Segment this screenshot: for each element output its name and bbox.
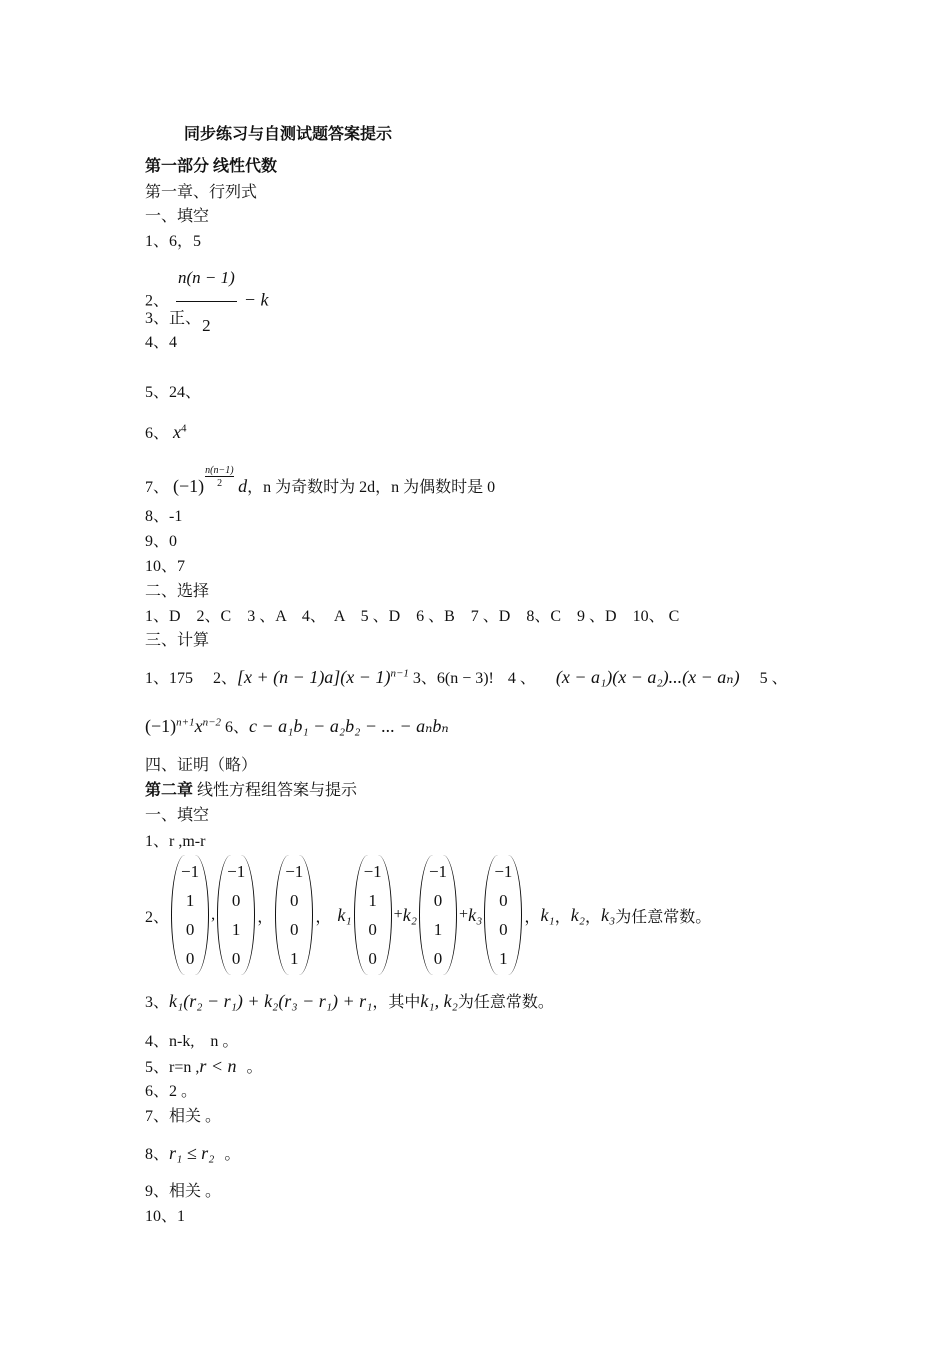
part-heading: 第一部分 线性代数 (145, 158, 278, 175)
calc-5-x: x (194, 716, 203, 736)
ch2-answer-2-tail: 为任意常数。 (615, 908, 712, 926)
vector-entry: 0 (231, 891, 241, 910)
ch2-answer-3-vars: k₁, k₂ (420, 991, 458, 1011)
fraction (176, 256, 237, 348)
ch2-answer-7: 7、相关 。 (145, 1108, 222, 1125)
chapter1-heading: 第一章、行列式 (145, 184, 258, 201)
answer-7-variable: d (238, 476, 248, 496)
vector-entry: 0 (185, 949, 195, 968)
vector-entry: 1 (231, 920, 241, 939)
ch2-answer-2: 2、 −1 1 0 0 , −1 0 1 0 ， −1 0 0 1 ， k₁ −1 1 0 0 + k₂ −1 0 1 0 + k₃ −1 0 0 1 ， k₁ ， k₂ ， k₃ 为任意常数。 (145, 858, 711, 972)
section-proof: 四、证明（略） (145, 757, 258, 774)
vector-entry: 0 (368, 949, 377, 968)
ch2-answer-2-prefix: 2、 (145, 908, 170, 926)
calc-2-expression: [x + (n − 1)a](x − 1) (237, 667, 391, 687)
calc-2-prefix: 2、 (213, 670, 238, 687)
answer-6-prefix: 6、 (145, 425, 170, 442)
ch2-answer-6: 6、2 。 (145, 1083, 198, 1100)
vector-3 (275, 855, 313, 975)
vector-entry: 0 (433, 891, 443, 910)
ch2-answer-5-tail: 。 (246, 1059, 263, 1076)
ch2-answer-5-expression: r < n (199, 1056, 237, 1076)
section-fill-heading: 一、填空 (145, 208, 210, 225)
vector-2 (217, 855, 255, 975)
const-k3: k₃ (600, 904, 616, 925)
vector-entry: −1 (285, 862, 304, 881)
vector-entry: −1 (227, 862, 246, 881)
exponent-denominator: 2 (217, 478, 223, 489)
calc-4-prefix: 4 、 (507, 670, 536, 687)
calc-6-prefix: 6、 (225, 719, 250, 736)
vector-entry: 1 (185, 891, 195, 910)
ch2-answer-5 (145, 1056, 263, 1078)
answer-7-base: (−1) (173, 476, 205, 496)
coef-k3: k₃ (468, 904, 483, 925)
ch2-answer-3-tail: 为任意常数。 (457, 994, 554, 1011)
ch2-answer-9: 9、相关 。 (145, 1183, 222, 1200)
fraction-numerator: n(n − 1) (176, 256, 237, 302)
const-k1: k₁ (540, 904, 555, 925)
ch2-answer-8-prefix: 8、 (145, 1146, 170, 1163)
vector-entry: 0 (231, 949, 241, 968)
chapter2-label: 第二章 (145, 782, 194, 799)
fraction-denominator: 2 (202, 316, 211, 335)
ch2-answer-3-prefix: 3、 (145, 994, 170, 1011)
vector-3-combo (484, 855, 522, 975)
vector-entry: 1 (499, 949, 508, 968)
chapter2-title: 线性方程组答案与提示 (197, 782, 358, 799)
answer-6 (145, 422, 187, 444)
coef-k2: k₂ (402, 904, 417, 925)
vector-1 (171, 855, 209, 975)
ch2-answer-8-expression: r₁ ≤ r₂ (169, 1143, 215, 1163)
ch2-answer-8-tail: 。 (224, 1146, 241, 1163)
vector-1-combo (354, 855, 392, 975)
calc-5-exponent-2: n−2 (202, 716, 222, 729)
section-choice-heading: 二、选择 (145, 583, 210, 600)
vector-entry: 0 (499, 920, 508, 939)
calc-5-base: (−1) (145, 716, 177, 736)
answer-1: 1、6，5 (145, 233, 202, 250)
ch2-answer-3-mid: ，其中 (372, 994, 421, 1011)
calc-4-expression: (x − a₁)(x − a₂)...(x − aₙ) (555, 667, 740, 687)
answer-7-tail: ，n 为奇数时为 2d，n 为偶数时是 0 (247, 479, 496, 496)
chapter2-heading (145, 781, 357, 801)
answer-5: 5、24、 (145, 384, 202, 401)
vector-entry: −1 (181, 862, 200, 881)
coef-k1: k₁ (337, 904, 352, 925)
section-fill-heading-2: 一、填空 (145, 807, 210, 824)
ch2-answer-10: 10、1 (145, 1208, 186, 1225)
vector-entry: 1 (290, 949, 299, 968)
document-title: 同步练习与自测试题答案提示 (184, 126, 393, 143)
answer-3: 3、正、 (145, 310, 202, 327)
ch2-answer-1: 1、r ,m-r (145, 833, 206, 850)
vector-entry: 1 (368, 891, 377, 910)
answer-7-exponent (204, 465, 238, 492)
answer-9: 9、0 (145, 533, 178, 550)
ch2-answer-5-prefix: 5、r=n , (145, 1059, 200, 1076)
ch2-answer-4: 4、n-k, n 。 (145, 1033, 239, 1050)
answer-8: 8、-1 (145, 508, 183, 525)
calc-5-exponent-1: n+1 (176, 716, 195, 729)
answer-6-exponent: 4 (181, 422, 187, 435)
answer-7-prefix: 7、 (145, 479, 170, 496)
answer-10: 10、7 (145, 558, 186, 575)
vector-entry: 0 (290, 920, 299, 939)
section-calc-heading: 三、计算 (145, 632, 210, 649)
ch2-answer-8 (145, 1143, 240, 1165)
vector-entry: −1 (494, 862, 513, 881)
vector-entry: 0 (368, 920, 377, 939)
const-k2: k₂ (570, 904, 585, 925)
answer-2-tail: − k (243, 289, 269, 310)
choice-answers: 1、D 2、C 3 、A 4、 A 5 、D 6 、B 7 、D 8、C 9 、D 10、 C (145, 608, 680, 625)
vector-2-combo (419, 855, 457, 975)
vector-entry: 1 (433, 920, 443, 939)
calc-6-expression: c − a₁b₁ − a₂b₂ − ... − aₙbₙ (249, 716, 449, 736)
ch2-answer-3 (145, 991, 554, 1013)
calc-5-prefix: 5 、 (759, 670, 788, 687)
calc-line-1 (145, 667, 788, 689)
vector-entry: −1 (428, 862, 448, 881)
calc-2-exponent: n−1 (390, 667, 409, 680)
answer-7 (145, 465, 496, 498)
calc-1: 1、175 (145, 670, 194, 687)
vector-entry: −1 (363, 862, 382, 881)
exponent-numerator: n(n−1) (205, 465, 234, 476)
answer-6-base: x (173, 422, 182, 442)
vector-entry: 0 (433, 949, 443, 968)
vector-entry: 0 (185, 920, 195, 939)
answer-2-prefix: 2、 (145, 292, 170, 310)
calc-line-2 (145, 716, 449, 738)
ch2-answer-3-expression: k₁(r₂ − r₁) + k₂(r₃ − r₁) + r₁ (169, 991, 373, 1011)
vector-entry: 0 (290, 891, 299, 910)
vector-entry: 0 (499, 891, 508, 910)
answer-4: 4、4 (145, 334, 178, 351)
calc-3: 3、6(n − 3)! (412, 670, 494, 687)
